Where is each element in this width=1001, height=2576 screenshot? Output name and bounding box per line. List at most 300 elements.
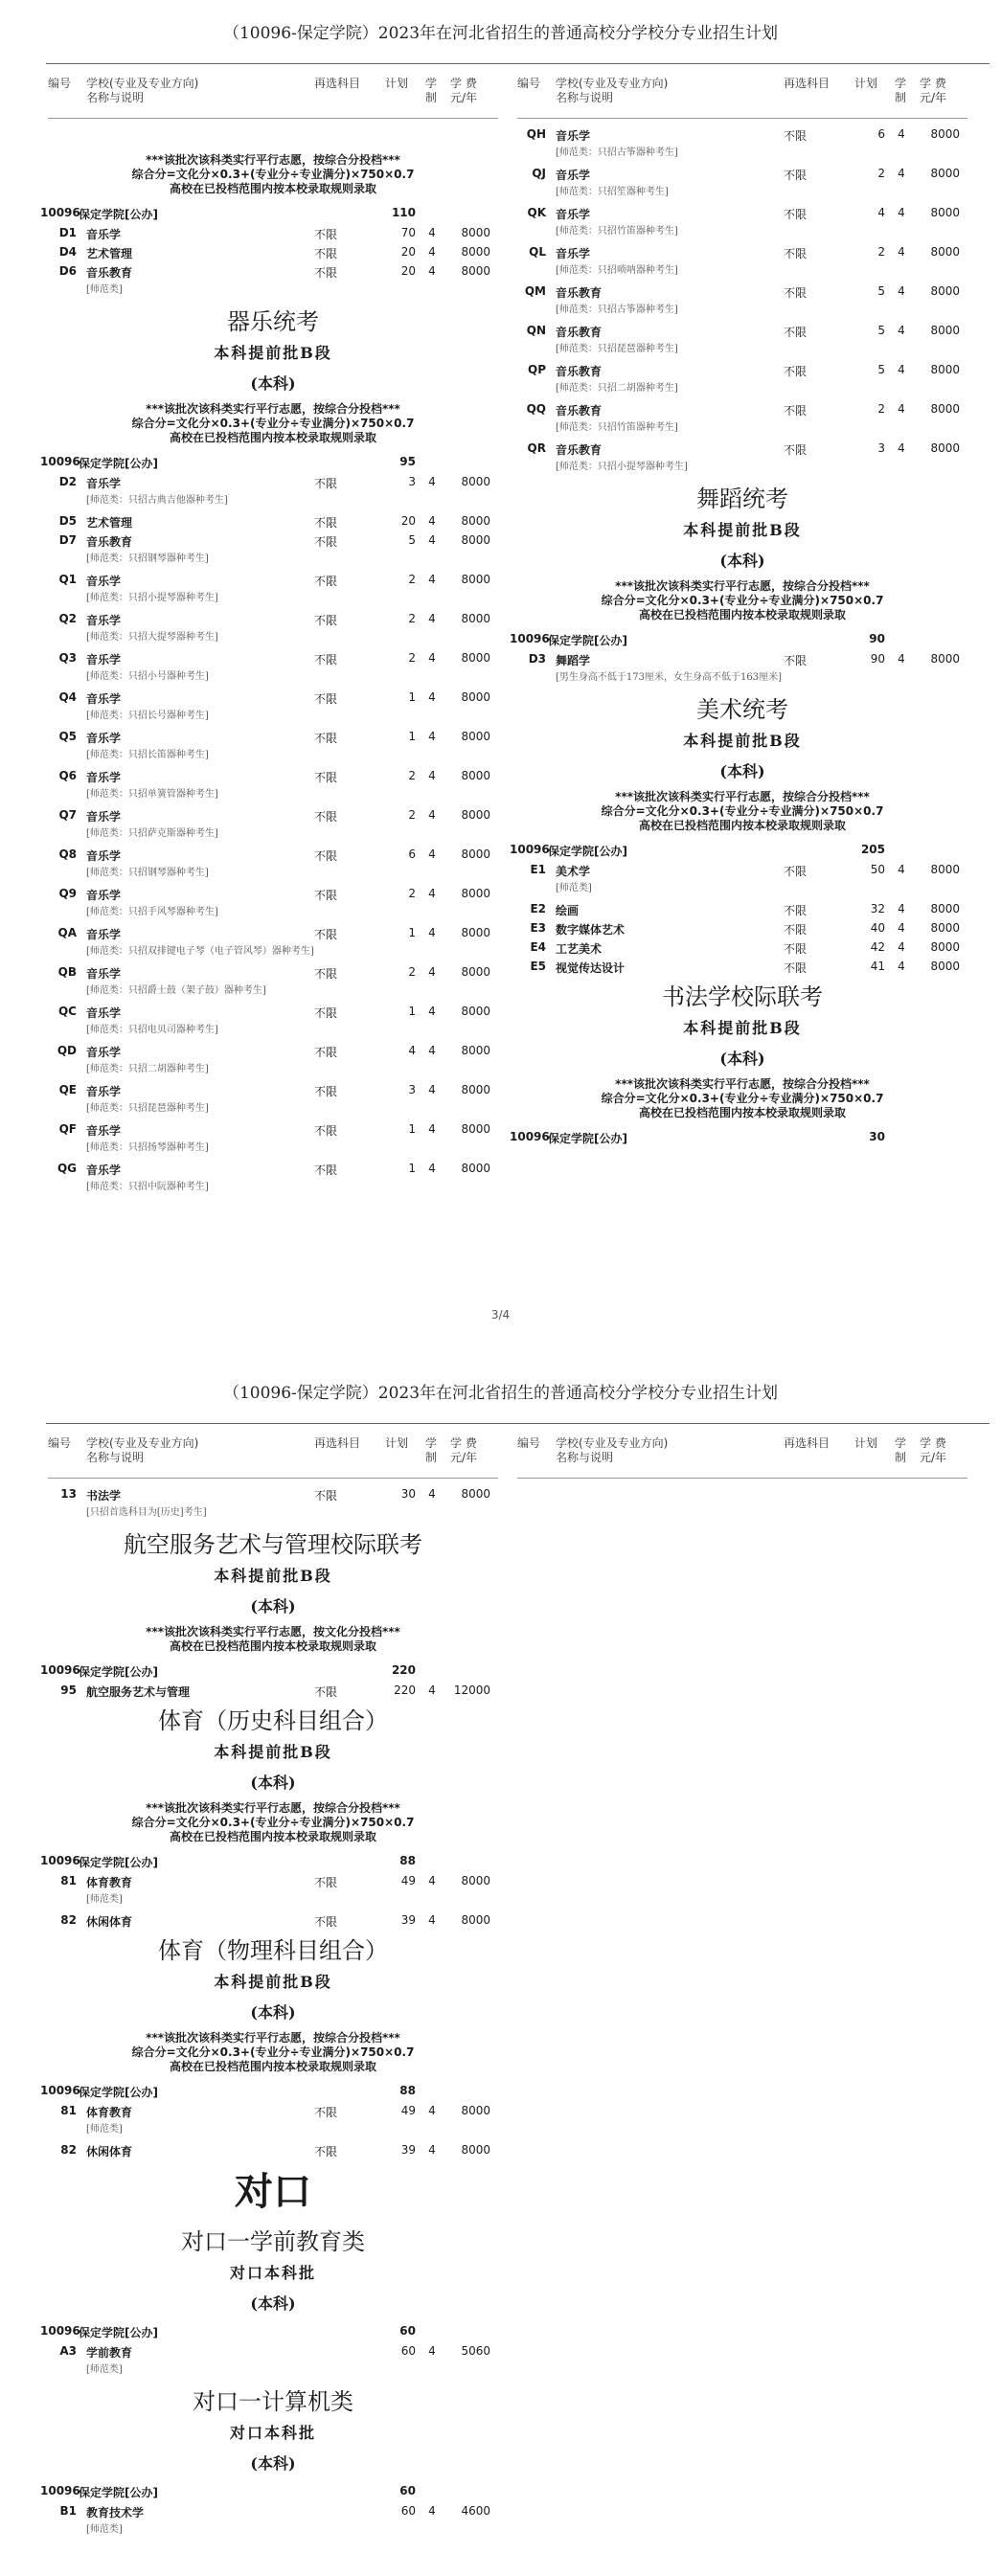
program-row (48, 1871, 498, 1890)
admission-rule: ***该批次该科类实行平行志愿，按综合分投档*** 综合分=文化分×0.3+(专业分÷专业满分)×750×0.7 高校在已投档范围内按本校录取规则录取 (131, 153, 415, 195)
program-years: 4 (428, 612, 436, 625)
program-row (517, 203, 967, 222)
program-subjects: 不限 (314, 1085, 338, 1098)
level-label: (本科) (719, 1050, 765, 1068)
program-plan: 2 (408, 965, 416, 979)
program-plan: 70 (400, 226, 416, 239)
program-years: 4 (428, 264, 436, 278)
program-subjects: 不限 (314, 266, 338, 280)
program-name: 音乐学 (86, 849, 122, 863)
program-years: 4 (428, 475, 436, 488)
program-code: Q4 (58, 690, 77, 704)
program-note: [男生身高不低于173厘米，女生身高不低于163厘米] (556, 672, 782, 683)
program-years: 4 (428, 1913, 436, 1927)
program-fee: 8000 (930, 167, 960, 180)
institution-name: 保定学院[公办] (548, 1132, 627, 1145)
program-code: QA (57, 926, 77, 939)
program-years: 4 (898, 324, 905, 337)
program-plan: 49 (400, 1874, 416, 1887)
program-note: [师范类：只招琵琶器种考生] (556, 344, 678, 354)
program-name: 艺术管理 (86, 516, 133, 530)
level-label: (本科) (250, 2003, 296, 2022)
program-row (517, 282, 967, 301)
program-note: [师范类：只招钢琴器种考生] (86, 868, 209, 878)
program-code: QC (57, 1005, 77, 1018)
program-row (48, 2341, 498, 2361)
program-code: Q8 (58, 847, 77, 861)
institution-code: 10096 (40, 2484, 80, 2497)
program-subjects: 不限 (314, 1685, 338, 1699)
program-code: Q6 (58, 769, 77, 782)
header-label: 学 费 (450, 77, 477, 90)
header-label: 元/年 (450, 91, 478, 104)
program-code: QJ (532, 167, 546, 180)
program-plan: 4 (877, 206, 885, 219)
header-label: 计划 (385, 1436, 409, 1450)
program-plan: 3 (877, 441, 885, 455)
header-label: 再选科目 (314, 77, 361, 90)
institution-code: 10096 (40, 2324, 80, 2338)
program-code: D3 (528, 652, 546, 666)
program-subjects: 不限 (784, 208, 808, 221)
program-row (517, 957, 967, 976)
program-row (48, 1159, 498, 1178)
program-row (48, 805, 498, 825)
institution-code: 10096 (510, 1130, 550, 1143)
program-years: 4 (898, 441, 905, 455)
program-subjects: 不限 (784, 942, 808, 956)
header-label: 制 (895, 91, 907, 104)
program-plan: 2 (408, 808, 416, 822)
institution-plan: 88 (399, 2084, 416, 2097)
program-code: QG (57, 1162, 77, 1175)
program-name: 音乐教育 (556, 443, 603, 457)
program-fee: 8000 (930, 324, 960, 337)
program-code: A3 (59, 2344, 77, 2358)
program-note: [师范类：只招古筝器种考生] (556, 147, 678, 158)
program-row (48, 609, 498, 628)
institution-row (40, 2080, 498, 2101)
program-note: [师范类] (86, 2124, 123, 2135)
institution-row (40, 2320, 498, 2341)
program-fee: 8000 (930, 441, 960, 455)
program-fee: 8000 (461, 1874, 490, 1887)
program-fee: 8000 (461, 769, 490, 782)
program-name: 音乐教育 (556, 404, 603, 418)
program-name: 教育技术学 (86, 2506, 145, 2520)
program-subjects: 不限 (314, 810, 338, 824)
program-fee: 8000 (461, 965, 490, 979)
program-subjects: 不限 (314, 535, 338, 549)
program-years: 4 (428, 1005, 436, 1018)
program-plan: 1 (408, 1005, 416, 1018)
program-note: [师范类：只招古典吉他器种考生] (86, 495, 228, 506)
section-title: 体育（物理科目组合） (158, 1937, 388, 1964)
program-plan: 5 (408, 533, 416, 547)
program-name: 音乐学 (556, 129, 591, 143)
program-row (48, 1484, 498, 1503)
program-plan: 49 (400, 2104, 416, 2117)
program-code: D1 (58, 226, 77, 239)
institution-name: 保定学院[公办] (548, 634, 627, 647)
header-label: 编号 (48, 1436, 72, 1450)
program-code: Q7 (58, 808, 77, 822)
institution-plan: 220 (391, 1663, 416, 1677)
program-name: 音乐学 (86, 928, 122, 941)
program-years: 4 (428, 2143, 436, 2157)
program-years: 4 (428, 1083, 436, 1096)
program-fee: 8000 (461, 926, 490, 939)
program-note: [只招首选科目为[历史]考生] (86, 1507, 207, 1518)
program-subjects: 不限 (314, 1124, 338, 1138)
program-years: 4 (898, 652, 905, 666)
admission-rule: ***该批次该科类实行平行志愿，按综合分投档*** 综合分=文化分×0.3+(专业分÷专业满分)×750×0.7 高校在已投档范围内按本校录取规则录取 (601, 579, 884, 621)
header-label: 编号 (517, 77, 541, 90)
program-plan: 41 (870, 960, 885, 973)
program-plan: 1 (408, 1122, 416, 1136)
header-label: 学 (895, 1436, 907, 1450)
section-title: 舞蹈统考 (696, 486, 788, 512)
program-years: 4 (428, 651, 436, 665)
program-note: [师范类：只招中阮器种考生] (86, 1182, 209, 1192)
program-fee: 12000 (453, 1683, 490, 1697)
program-note: [师范类：只招双排键电子琴（电子管风琴）器种考生] (86, 946, 314, 957)
admission-rule: ***该批次该科类实行平行志愿，按综合分投档*** 综合分=文化分×0.3+(专业分÷专业满分)×750×0.7 高校在已投档范围内按本校录取规则录取 (131, 2031, 415, 2073)
program-note: [师范类：只招钢琴器种考生] (86, 554, 209, 564)
header-label: 再选科目 (784, 77, 830, 90)
program-years: 4 (898, 245, 905, 259)
program-name: 舞蹈学 (556, 654, 591, 667)
program-years: 4 (428, 573, 436, 586)
program-subjects: 不限 (314, 967, 338, 981)
program-note: [师范类：只招大提琴器种考生] (86, 632, 218, 643)
program-subjects: 不限 (314, 1006, 338, 1020)
program-row (48, 962, 498, 982)
program-name: 音乐教育 (556, 365, 603, 378)
program-note: [师范类：只招笙器种考生] (556, 187, 669, 197)
institution-code: 10096 (40, 206, 80, 219)
program-years: 4 (898, 921, 905, 935)
program-subjects: 不限 (314, 247, 338, 260)
program-name: 休闲体育 (86, 2145, 133, 2158)
title-rule (46, 63, 990, 64)
program-note: [师范类：只招手风琴器种考生] (86, 907, 218, 917)
program-years: 4 (428, 965, 436, 979)
program-row (48, 570, 498, 589)
program-name: 音乐学 (86, 732, 122, 745)
document-title: （10096-保定学院）2023年在河北省招生的普通高校分学校分专业招生计划 (222, 24, 779, 43)
program-row (517, 399, 967, 418)
header-label: 计划 (854, 1436, 878, 1450)
program-subjects: 不限 (314, 2145, 338, 2158)
header-label: 名称与说明 (556, 91, 614, 104)
institution-plan: 60 (399, 2324, 416, 2338)
batch-title: 本科提前批B段 (214, 1567, 332, 1585)
program-subjects: 不限 (784, 404, 808, 418)
header-label: 元/年 (920, 1451, 947, 1464)
program-name: 音乐学 (86, 228, 122, 241)
program-note: [师范类：只招萨克斯器种考生] (86, 828, 218, 839)
program-row (48, 1119, 498, 1139)
institution-code: 10096 (40, 1663, 80, 1677)
program-years: 4 (428, 1487, 436, 1501)
program-code: 13 (60, 1487, 77, 1501)
program-name: 音乐学 (86, 477, 122, 490)
program-years: 4 (898, 402, 905, 416)
program-code: E1 (530, 863, 546, 876)
program-name: 音乐学 (86, 1164, 122, 1177)
institution-row (40, 1850, 498, 1871)
program-note: [师范类：只招小提琴器种考生] (556, 462, 688, 472)
program-fee: 8000 (930, 940, 960, 954)
program-code: D2 (58, 475, 77, 488)
header-label: 名称与说明 (86, 1451, 145, 1464)
section-title: 体育（历史科目组合） (158, 1707, 388, 1734)
institution-code: 10096 (40, 1854, 80, 1867)
admission-rule: ***该批次该科类实行平行志愿，按综合分投档*** 综合分=文化分×0.3+(专业分÷专业满分)×750×0.7 高校在已投档范围内按本校录取规则录取 (131, 402, 415, 444)
program-fee: 8000 (461, 808, 490, 822)
program-name: 艺术管理 (86, 247, 133, 260)
institution-row (510, 839, 967, 860)
admission-rule: ***该批次该科类实行平行志愿，按综合分投档*** 综合分=文化分×0.3+(专业分÷专业满分)×750×0.7 高校在已投档范围内按本校录取规则录取 (601, 790, 884, 832)
program-plan: 32 (870, 902, 885, 915)
batch-title: 本科提前批B段 (214, 344, 332, 362)
header-label: 学校(专业及专业方向) (86, 77, 199, 90)
batch-title: 本科提前批B段 (214, 1743, 332, 1761)
institution-name: 保定学院[公办] (79, 2326, 158, 2339)
program-years: 4 (898, 284, 905, 298)
program-code: Q3 (58, 651, 77, 665)
column-header (517, 1431, 967, 1479)
program-name: 视觉传达设计 (556, 961, 626, 975)
header-label: 名称与说明 (86, 91, 145, 104)
program-fee: 8000 (461, 573, 490, 586)
program-years: 4 (898, 206, 905, 219)
program-note: [师范类：只招琵琶器种考生] (86, 1103, 209, 1114)
program-plan: 2 (408, 612, 416, 625)
program-fee: 8000 (930, 652, 960, 666)
program-years: 4 (898, 363, 905, 376)
header-label: 元/年 (920, 91, 947, 104)
program-row (48, 923, 498, 942)
program-note: [师范类：只招扬琴器种考生] (86, 1142, 209, 1153)
section-title: 书法学校际联考 (662, 983, 823, 1010)
program-subjects: 不限 (314, 653, 338, 667)
program-row (48, 472, 498, 491)
program-name: 书法学 (86, 1489, 122, 1503)
document-title-2: （10096-保定学院）2023年在河北省招生的普通高校分学校分专业招生计划 (222, 1384, 779, 1403)
program-note: [师范类] (86, 1894, 123, 1905)
program-fee: 8000 (461, 475, 490, 488)
program-name: 音乐教育 (86, 535, 133, 549)
program-code: D5 (58, 514, 77, 528)
program-plan: 40 (870, 921, 885, 935)
program-code: 81 (60, 1874, 77, 1887)
program-code: 81 (60, 2104, 77, 2117)
institution-plan: 95 (399, 455, 416, 468)
program-plan: 1 (408, 1162, 416, 1175)
program-plan: 42 (870, 940, 885, 954)
program-subjects: 不限 (784, 654, 808, 667)
program-fee: 5060 (461, 2344, 490, 2358)
right-column-2 (517, 1431, 967, 1484)
header-label: 制 (425, 91, 438, 104)
program-code: D6 (58, 264, 77, 278)
program-subjects: 不限 (314, 575, 338, 588)
program-note: [师范类：只招单簧管器种考生] (86, 789, 218, 800)
program-name: 音乐学 (86, 967, 122, 981)
program-plan: 220 (394, 1683, 416, 1697)
header-label: 编号 (517, 1436, 541, 1450)
program-subjects: 不限 (314, 228, 338, 241)
level-label: (本科) (250, 2454, 296, 2473)
program-row (48, 531, 498, 550)
institution-code: 10096 (40, 2084, 80, 2097)
program-fee: 8000 (461, 1122, 490, 1136)
program-subjects: 不限 (314, 1876, 338, 1889)
header-label: 制 (895, 1451, 907, 1464)
header-label: 再选科目 (784, 1436, 830, 1450)
program-row (517, 899, 967, 918)
header-label: 学 费 (920, 1436, 946, 1450)
program-subjects: 不限 (784, 286, 808, 300)
program-row (48, 884, 498, 903)
program-fee: 8000 (461, 1162, 490, 1175)
institution-name: 保定学院[公办] (79, 208, 158, 221)
program-years: 4 (428, 1044, 436, 1057)
program-name: 绘画 (556, 904, 580, 917)
program-years: 4 (428, 245, 436, 259)
program-subjects: 不限 (784, 443, 808, 457)
program-subjects: 不限 (314, 1046, 338, 1059)
section-title: 航空服务艺术与管理校际联考 (124, 1531, 422, 1558)
program-code: E5 (530, 960, 546, 973)
page-1 (0, 0, 1001, 1235)
header-label: 学 (895, 77, 907, 90)
program-note: [师范类] (86, 2364, 123, 2375)
program-fee: 8000 (930, 206, 960, 219)
program-fee: 8000 (461, 690, 490, 704)
program-note: [师范类：只招唢呐器种考生] (556, 265, 678, 276)
program-row (48, 2101, 498, 2120)
program-fee: 8000 (461, 887, 490, 900)
program-years: 4 (428, 690, 436, 704)
program-fee: 8000 (461, 264, 490, 278)
program-code: E4 (530, 940, 546, 954)
header-label: 再选科目 (314, 1436, 361, 1450)
program-years: 4 (898, 127, 905, 141)
program-plan: 2 (408, 887, 416, 900)
program-plan: 2 (877, 245, 885, 259)
program-row (517, 860, 967, 879)
program-plan: 1 (408, 690, 416, 704)
program-fee: 8000 (461, 2143, 490, 2157)
program-code: QM (524, 284, 546, 298)
program-subjects: 不限 (784, 326, 808, 339)
program-name: 工艺美术 (556, 942, 603, 956)
program-name: 体育教育 (86, 2106, 133, 2119)
level-label: (本科) (250, 1774, 296, 1792)
program-subjects: 不限 (314, 1489, 338, 1503)
title-rule-2 (46, 1423, 990, 1424)
program-note: [师范类：只招古筝器种考生] (556, 305, 678, 315)
program-years: 4 (428, 2504, 436, 2518)
batch-title: 本科提前批B段 (683, 521, 802, 539)
header-label: 学 费 (920, 77, 946, 90)
program-code: QK (527, 206, 546, 219)
level-label: (本科) (250, 1597, 296, 1616)
program-note: [师范类] (86, 2524, 123, 2535)
institution-row (40, 2480, 498, 2501)
program-plan: 50 (870, 863, 885, 876)
program-row (48, 1681, 498, 1700)
program-row (48, 2140, 498, 2159)
program-row (48, 223, 498, 242)
program-code: QH (526, 127, 546, 141)
program-code: QQ (526, 402, 546, 416)
institution-plan: 88 (399, 1854, 416, 1867)
spacer (48, 124, 498, 151)
program-fee: 8000 (930, 902, 960, 915)
program-name: 音乐学 (86, 889, 122, 902)
institution-plan: 60 (399, 2484, 416, 2497)
program-code: 82 (60, 2143, 77, 2157)
program-fee: 8000 (461, 245, 490, 259)
program-plan: 2 (408, 573, 416, 586)
program-row (48, 1080, 498, 1099)
program-plan: 2 (408, 651, 416, 665)
program-row (517, 439, 967, 458)
level-label: (本科) (250, 374, 296, 393)
program-fee: 8000 (461, 1487, 490, 1501)
program-years: 4 (428, 808, 436, 822)
program-subjects: 不限 (784, 247, 808, 260)
program-years: 4 (428, 730, 436, 743)
program-note: [师范类：只招二胡器种考生] (86, 1064, 209, 1074)
program-years: 4 (898, 960, 905, 973)
program-years: 4 (428, 1874, 436, 1887)
level-label: (本科) (719, 762, 765, 780)
program-plan: 39 (400, 1913, 416, 1927)
program-subjects: 不限 (314, 477, 338, 490)
program-row (48, 648, 498, 667)
program-name: 音乐学 (86, 771, 122, 784)
program-name: 音乐教育 (556, 286, 603, 300)
section-title: 器乐统考 (227, 308, 319, 335)
program-name: 学前教育 (86, 2346, 133, 2360)
program-plan: 2 (877, 167, 885, 180)
program-fee: 8000 (461, 533, 490, 547)
program-note: [师范类：只招长号器种考生] (86, 711, 209, 721)
program-subjects: 不限 (784, 169, 808, 182)
program-fee: 8000 (461, 1913, 490, 1927)
institution-row (510, 1126, 967, 1147)
program-years: 4 (428, 847, 436, 861)
program-fee: 8000 (461, 226, 490, 239)
program-name: 音乐学 (86, 614, 122, 627)
column-header (517, 71, 967, 119)
program-subjects: 不限 (314, 849, 338, 863)
program-years: 4 (898, 902, 905, 915)
program-plan: 2 (408, 769, 416, 782)
program-years: 4 (898, 863, 905, 876)
institution-code: 10096 (510, 843, 550, 856)
program-name: 体育教育 (86, 1876, 133, 1889)
program-plan: 6 (877, 127, 885, 141)
program-plan: 6 (408, 847, 416, 861)
program-name: 数字媒体艺术 (556, 923, 626, 937)
program-row (517, 918, 967, 938)
